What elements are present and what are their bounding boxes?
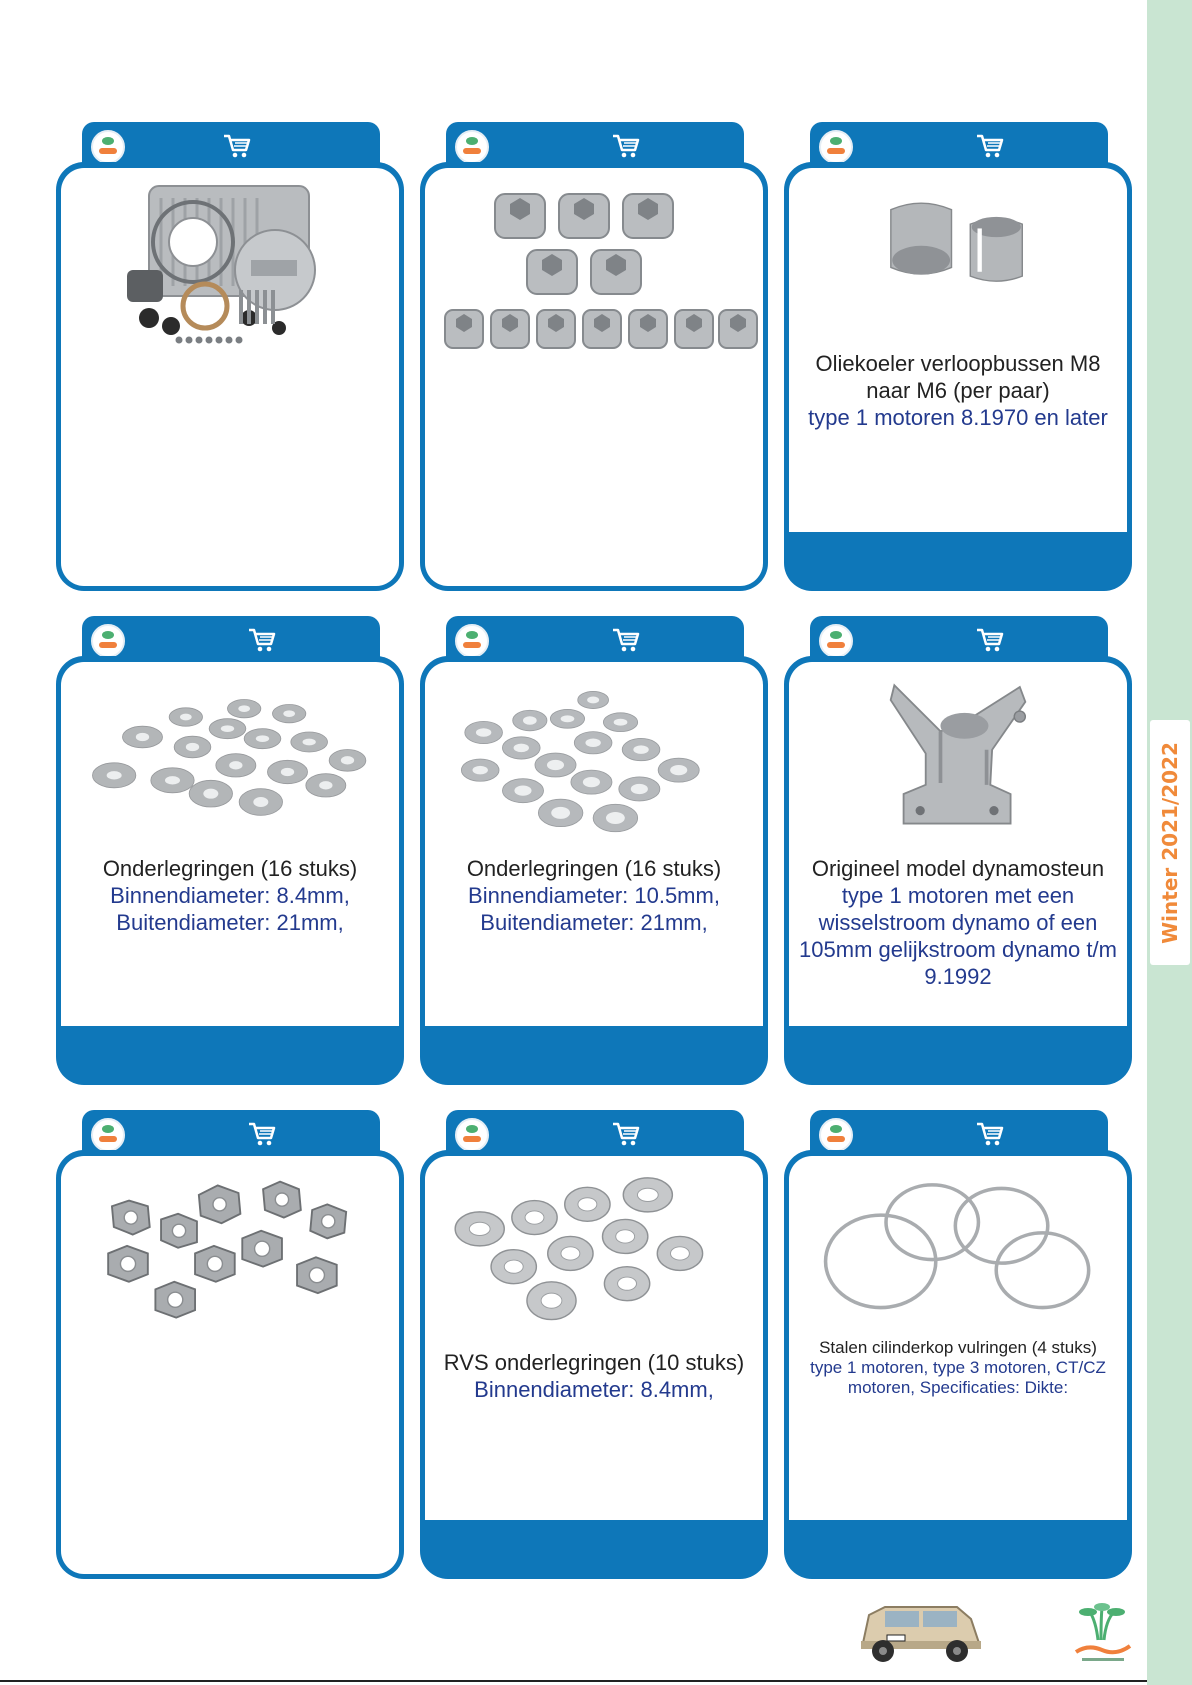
- product-spec: type 1 motoren, type 3 motoren, CT/CZ motoren, Specificaties: Dikte:: [810, 1358, 1106, 1397]
- parruzzi-logo-icon: [819, 624, 853, 658]
- card-body: [56, 656, 404, 1085]
- product-card: [420, 616, 768, 1085]
- shopping-cart-icon[interactable]: [611, 132, 641, 160]
- card-body: [420, 656, 768, 1085]
- shopping-cart-icon[interactable]: [975, 132, 1005, 160]
- product-title: Onderlegringen (16 stuks): [466, 856, 722, 881]
- parruzzi-logo-icon: [819, 1118, 853, 1152]
- washers-image: [61, 692, 399, 842]
- dynamo-stand-image: [789, 676, 1127, 842]
- product-text: [429, 1349, 759, 1403]
- card-body: [56, 162, 404, 591]
- product-card: [56, 1110, 404, 1579]
- shopping-cart-icon[interactable]: [611, 1120, 641, 1148]
- bottom-rule: [0, 1680, 1147, 1682]
- card-inner: [789, 662, 1127, 1026]
- card-inner: [425, 1156, 763, 1520]
- parruzzi-logo-icon: [455, 1118, 489, 1152]
- product-text: [793, 855, 1123, 990]
- product-title: RVS onderlegringen (10 stuks): [443, 1350, 745, 1375]
- parruzzi-logo-icon: [91, 130, 125, 164]
- product-title: Oliekoeler verloopbussen M8 naar M6 (per paar): [815, 351, 1101, 403]
- shopping-cart-icon[interactable]: [975, 626, 1005, 654]
- product-card: [784, 1110, 1132, 1579]
- card-inner: [789, 168, 1127, 532]
- product-spec: Binnendiameter: 10.5mm, Buitendiameter: 21mm,: [468, 883, 720, 935]
- product-title: Stalen cilinderkop vulringen (4 stuks): [819, 1338, 1097, 1357]
- shopping-cart-icon[interactable]: [247, 626, 277, 654]
- card-body: [784, 1150, 1132, 1579]
- product-spec: Binnendiameter: 8.4mm,: [474, 1377, 714, 1402]
- card-body: [420, 1150, 768, 1579]
- card-body: [784, 656, 1132, 1085]
- steel-washers-image: [425, 1176, 763, 1346]
- parruzzi-logo-icon: [91, 1118, 125, 1152]
- shopping-cart-icon[interactable]: [611, 626, 641, 654]
- shopping-cart-icon[interactable]: [222, 132, 252, 160]
- product-spec: Binnendiameter: 8.4mm, Buitendiameter: 21mm,: [110, 883, 350, 935]
- product-text: [65, 855, 395, 936]
- shim-rings-image: [789, 1176, 1127, 1336]
- parruzzi-brand-logo-icon: [1068, 1600, 1138, 1670]
- parruzzi-logo-icon: [91, 624, 125, 658]
- product-card: [420, 1110, 768, 1579]
- card-body: [420, 162, 768, 591]
- parruzzi-logo-icon: [819, 130, 853, 164]
- product-card: [784, 616, 1132, 1085]
- oil-cooler-kit-image: [61, 178, 399, 358]
- season-tab: [1150, 720, 1190, 965]
- product-text: [793, 1338, 1123, 1398]
- product-title: Onderlegringen (16 stuks): [102, 856, 358, 881]
- product-card: [56, 616, 404, 1085]
- card-inner: [61, 1156, 399, 1574]
- card-inner: [789, 1156, 1127, 1520]
- shopping-cart-icon[interactable]: [247, 1120, 277, 1148]
- product-spec: type 1 motoren 8.1970 en later: [808, 405, 1108, 430]
- product-text: [429, 855, 759, 936]
- card-body: [784, 162, 1132, 591]
- hex-nuts-image: [61, 1176, 399, 1346]
- reducer-bushings-image: [789, 188, 1127, 318]
- season-label: Winter 2021/2022: [1158, 741, 1182, 944]
- shopping-cart-icon[interactable]: [975, 1120, 1005, 1148]
- card-inner: [425, 168, 763, 586]
- parruzzi-logo-icon: [455, 130, 489, 164]
- product-text: [793, 350, 1123, 431]
- product-card: [420, 122, 768, 591]
- parruzzi-logo-icon: [455, 624, 489, 658]
- product-card: [56, 122, 404, 591]
- product-card: [784, 122, 1132, 591]
- washers-image: [425, 688, 763, 842]
- card-body: [56, 1150, 404, 1579]
- card-inner: [61, 168, 399, 586]
- product-title: Origineel model dynamosteun: [811, 856, 1105, 881]
- vw-thing-car-image: [855, 1595, 985, 1665]
- hex-plugs-image: [425, 178, 763, 358]
- card-inner: [425, 662, 763, 1026]
- card-inner: [61, 662, 399, 1026]
- product-spec: type 1 motoren met een wisselstroom dynamo of een 105mm gelijkstroom dynamo t/m 9.1992: [799, 883, 1117, 989]
